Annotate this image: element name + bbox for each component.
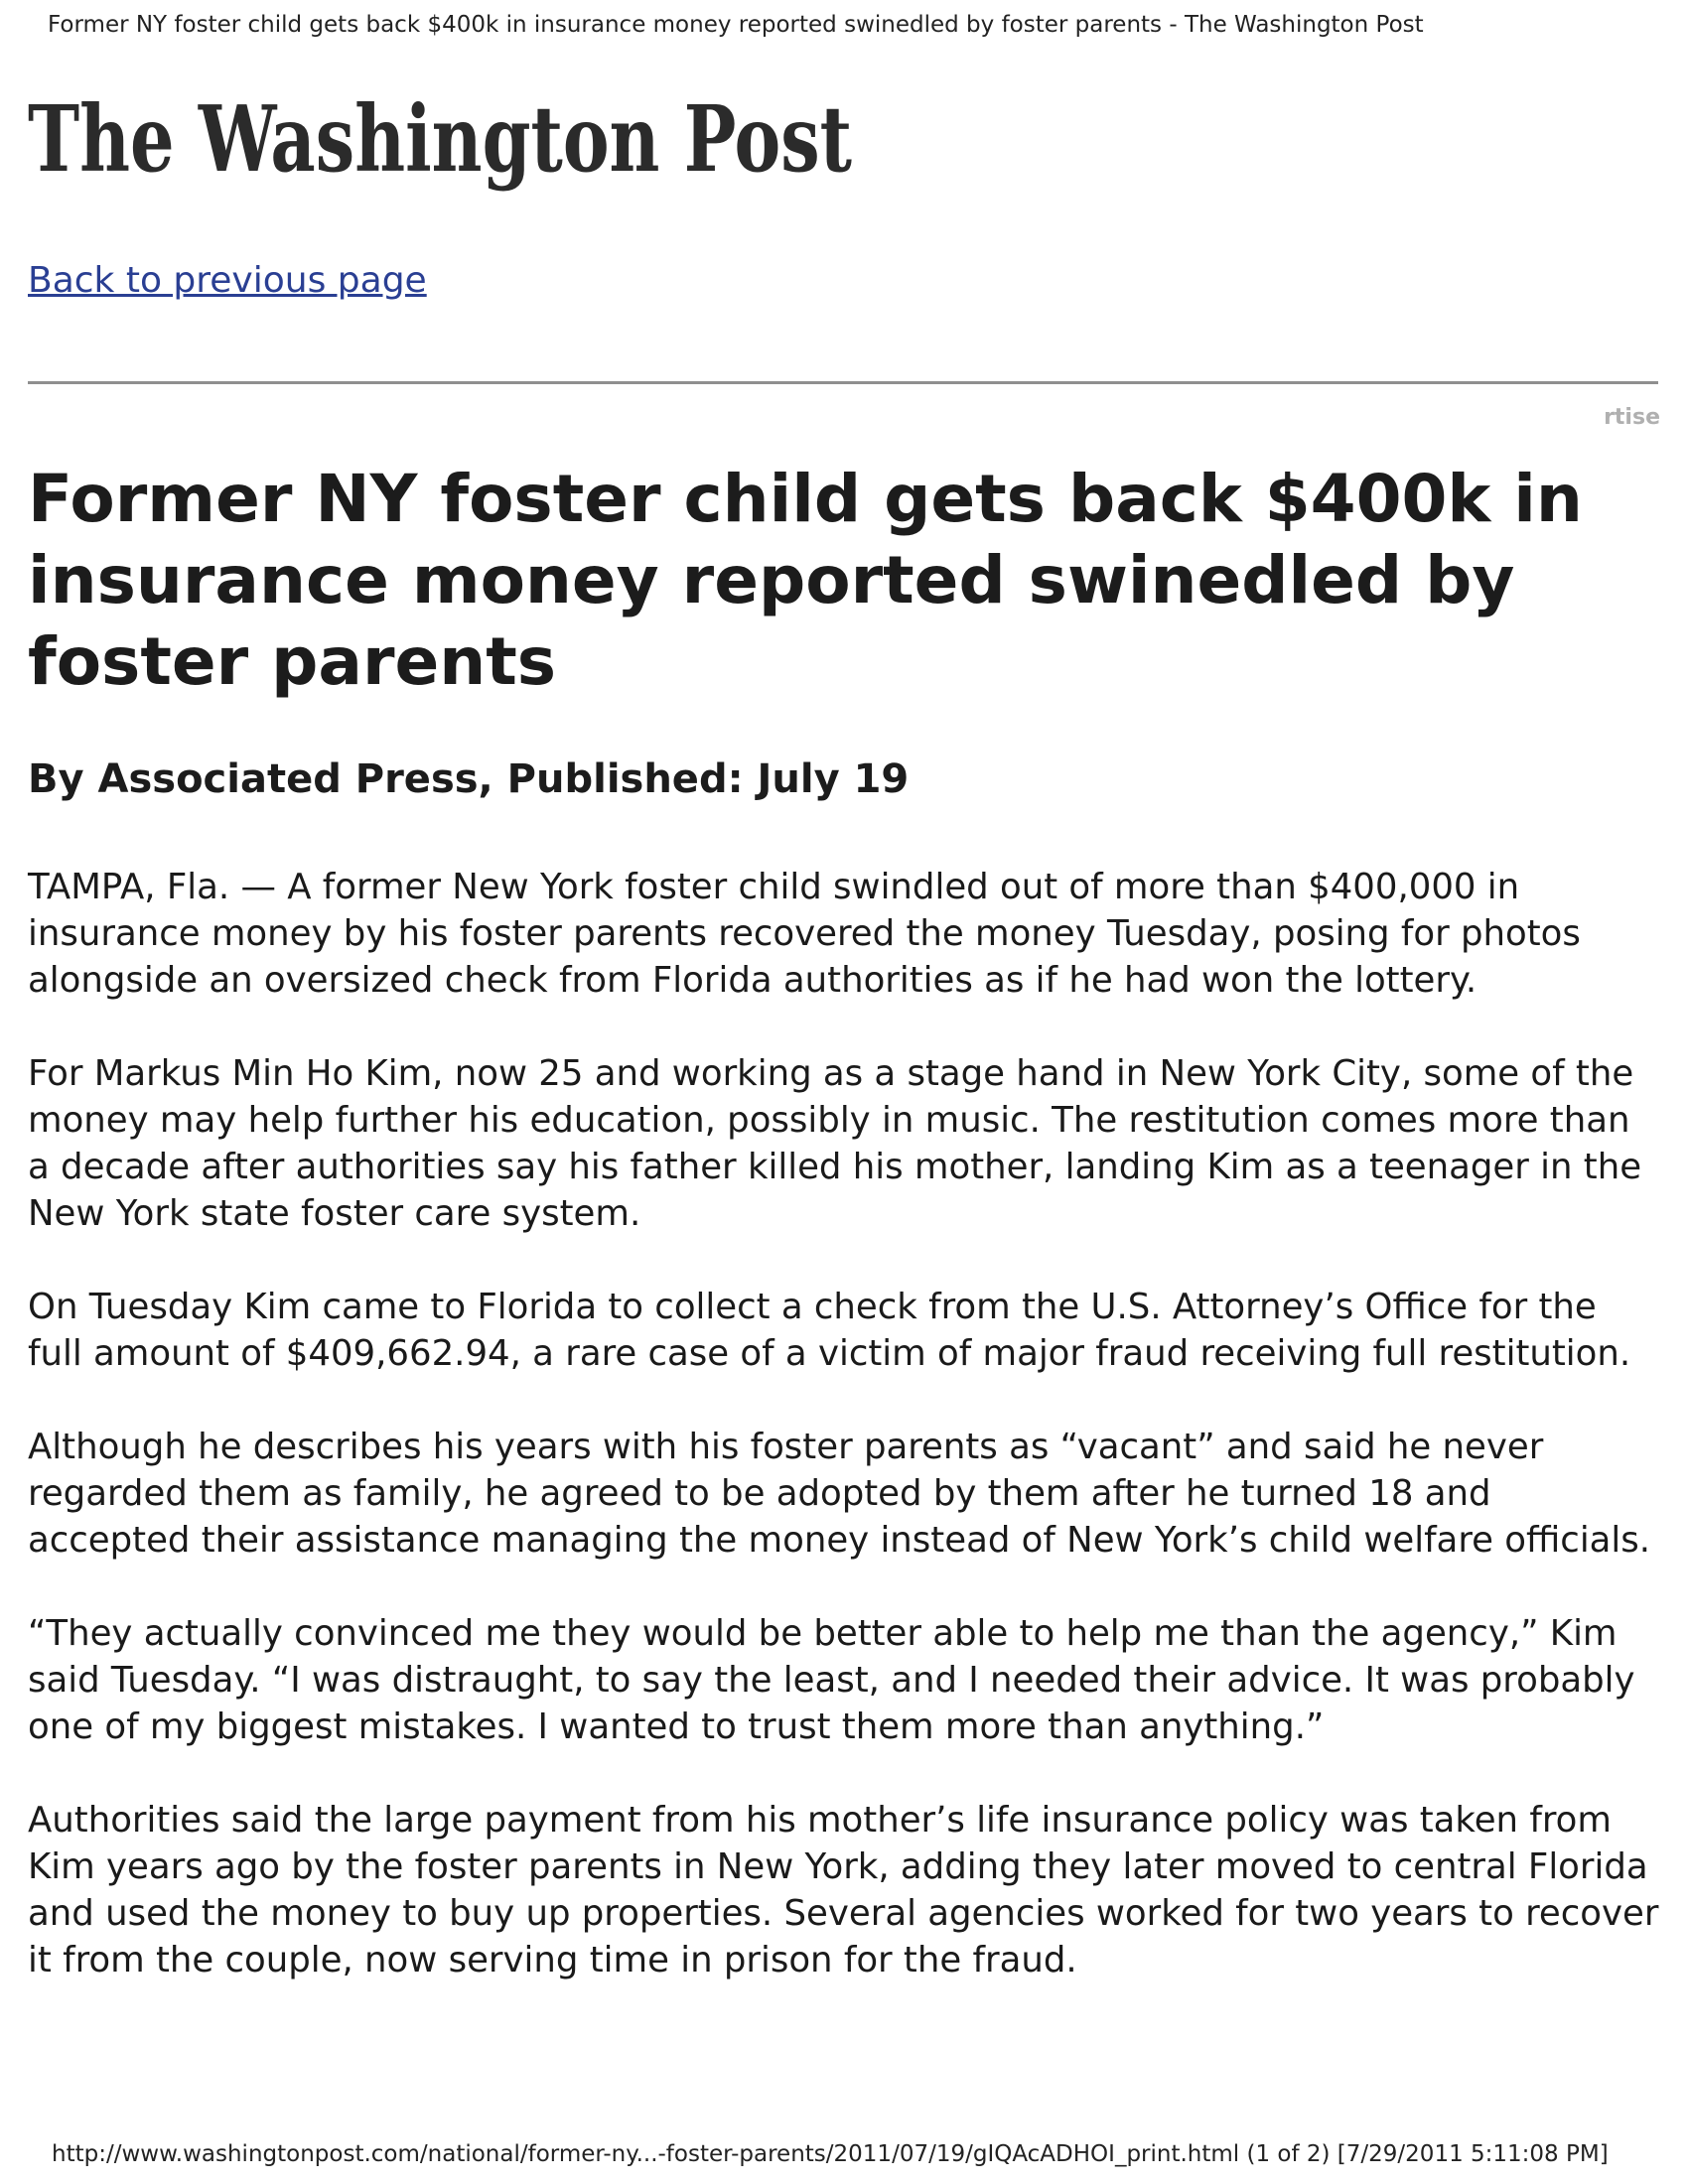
article-paragraph: Authorities said the large payment from his mother’s life insurance policy was taken from Kim years ago by the foster parents in New York, adding they later moved to central Florida and used the money to buy up properties. Several agencies worked for two years to recover it from the couple, now serving time in prison for the fraud. <box>28 1800 1659 1980</box>
print-header: Former NY foster child gets back $400k in insurance money reported swinedled by foster parents - The Washington Post <box>48 12 1424 38</box>
masthead-logo-text: The Washington Post <box>28 85 853 193</box>
back-to-previous-page-link[interactable]: Back to previous page <box>28 260 427 301</box>
article-paragraph: On Tuesday Kim came to Florida to collect a check from the U.S. Attorney’s Office for the full amount of $409,662.94, a rare case of a victim of major fraud receiving full restitution. <box>28 1287 1631 1374</box>
article-headline: Former NY foster child gets back $400k in insurance money reported swinedled by foster parents <box>28 461 1583 700</box>
header-divider <box>28 381 1658 384</box>
article-paragraph: Although he describes his years with his foster parents as “vacant” and said he never regarded them as family, he agreed to be adopted by them after he turned 18 and accepted their assistance managing the money instead of New York’s child welfare officials. <box>28 1427 1651 1561</box>
article-paragraph: For Markus Min Ho Kim, now 25 and working as a stage hand in New York City, some of the money may help further his education, possibly in music. The restitution comes more than a decade after authorities say his father killed his mother, landing Kim as a teenager in the New York state foster care system. <box>28 1053 1642 1234</box>
article-byline: By Associated Press, Published: July 19 <box>28 756 910 802</box>
advertisement-label-fragment: rtise <box>1604 405 1660 430</box>
article-body <box>28 864 1661 2030</box>
washington-post-logo <box>26 60 919 208</box>
article-paragraph: TAMPA, Fla. — A former New York foster child swindled out of more than $400,000 in insurance money by his foster parents recovered the money Tuesday, posing for photos alongside an oversized check from Florida authorities as if he had won the lottery. <box>28 867 1581 1001</box>
print-footer-url: http://www.washingtonpost.com/national/former-ny...-foster-parents/2011/07/19/gIQAcADHOI_print.html (1 of 2) [7/29/2011 5:11:08 PM] <box>52 2141 1609 2167</box>
article-paragraph: “They actually convinced me they would be better able to help me than the agency,” Kim said Tuesday. “I was distraught, to say the least, and I needed their advice. It was probably one of my biggest mistakes. I wanted to trust them more than anything.” <box>28 1613 1635 1747</box>
